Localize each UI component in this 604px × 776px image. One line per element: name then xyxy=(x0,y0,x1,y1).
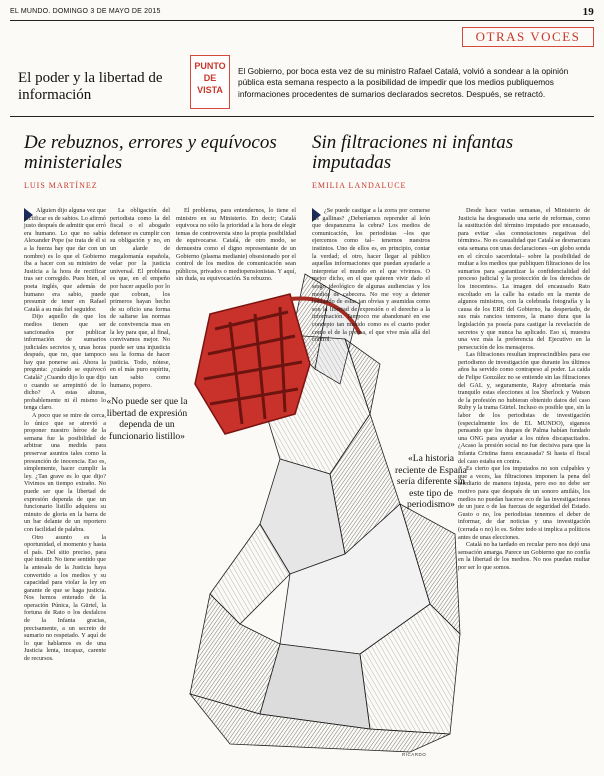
paragraph: Otro asunto es la oportunidad, el momento y hasta el país. Del sitio preciso, para qué insistir. No tiene sentido que la antesala de la Justicia haya convertido a los medios y su capacidad para violar la ley en garante de que se haga justicia. Nos hemos enterado de la operación Púnica, la Gürtel, la fortuna de Rato o los desfalcos de la Infanta gracias, precisamente, a un secreto de sumario no respetado. Y aquí de lo que hablamos es de una Justicia lenta, incapaz, carente de recursos. xyxy=(24,533,106,663)
right-article-pull-quote: «La historia reciente de España sería diferente sin este tipo de periodismo» xyxy=(395,453,467,510)
left-article-column-1 xyxy=(24,207,106,767)
paragraph: La obligación del periodista como la del fiscal o el abogado defensor es cumplir con su obligación y no, en un alarde de megalomanía española, velar por la justicia universal. El problema es que, en el empeño por hacer aquello por lo que cobran, los primeros hayan hecho de su oficio una forma de saltarse las normas de convivencia mas en la ley para que, al final, convivamos mejor. No puede ser una injusticia sea la forma de hacer justicia. Todo, nótese, en el más puro espíritu, tan sabio como humano, popero. xyxy=(110,207,170,389)
right-article-column-2 xyxy=(458,207,590,767)
section-title: OTRAS VOCES xyxy=(462,27,594,47)
paragraph: Las filtraciones resultan imprescindibles para ese periodismo de investigación que durante los últimos años ha servido como contrapeso al poder. La caída de Felipe González no se entiende sin las filtraciones del GAL y, seguramente, Rajoy afrontaría más tranquilo estas elecciones si los Sherlock y Watson de la profesión no hubieran obtenido datos del caso Ruby y la trama Gürtel. Incluso es posible que, sin la labor de los periodistas de investigación (especialmente los de EL MUNDO), sigamos pensando que los duques de Palma habían fundado una ONG para ayudar a los niños discapacitados. ¿Acaso la presión social no fue decisiva para que la Infanta Cristina fuera encausada? Si hasta el fiscal del caso estaba en contra. xyxy=(458,351,590,465)
paragraph: Desde hace varias semanas, el Ministerio de Justicia ha desgranado una serie de reformas, como la sustitución del término imputado por encausado, para evitar «las connotaciones negativas del término». No es casualidad que Catalá se desmarcara esta semana con unas declaraciones –un globo sonda en el círculo sacerdotal– sobre la posibilidad de multar a los medios que publiquen filtraciones de los sumarios para «garantizar la confidencialidad del proceso judicial y la protección de los derechos de los inocentes». La imagen del encausado Rato escoltado en la calle ha estado en la mente de algunos ministros, con la celebrada fotografía y la causa de los ERE del Gobierno, ha despertado, de sus más rancios temores, la mano dura que la legislación ya poseía para castigar la revelación de secretos y que nunca ha aplicado. Eso sí, muestra una vez más la preferencia del Ejecutivo en la persecución de los mensajeros. xyxy=(458,207,590,351)
paragraph: ¿Se puede castigar a la zorra por comerse las gallinas? ¿Deberíamos reprender al león que despanzurra la cebra? Los medios de comunicación, los periodistas –los que ejercemos como tal– tenemos nuestros instintos. Uno de ellos es, en principio, contar la verdad; el otro, hacer llegar al público aquellas informaciones que puedan ayudarle a interpretar el mundo en el que vivimos. O mejor dicho, en el que quieren vivir dado el sesgo ideológico de algunas audiencias y los medios de cabecera. No me voy a detener hablando de estas tan obvias y asumidas como son la libertad de expresión o el derecho a la información. Tampoco me abandonaré en ese concepto tan manido como es el cuarto poder como el de la prensa, el que vive más allá del control. xyxy=(312,207,430,344)
left-article-pull-quote: «No puede ser que la libertad de expresión dependa de un funcionario listillo» xyxy=(106,396,188,442)
tag-line-2: DE xyxy=(203,73,217,83)
left-article-byline: LUIS MARTÍNEZ xyxy=(24,181,98,190)
paragraph: Catalá no ha tardado en recular pero nos dejó una sensación amarga. Parece un Gobierno que no confía en la libertad de los medios. No nos puedan multar por ser lo que somos. xyxy=(458,541,590,571)
section-rule xyxy=(10,116,594,117)
page-header xyxy=(10,6,594,20)
tag-line-3: VISTA xyxy=(197,85,223,95)
left-article-column-2 xyxy=(110,207,170,767)
paragraph: A poco que se mire de cerca, lo único que se atrevió a proponer nuestro héroe de la semana fue la posibilidad de arbitrar una medida para preservar asuntos tales como la presunción de inocencia. Eso es, simplemente, hacer cumplir la ley. ¿Tan grave es lo que dijo? Vivimos un tiempo extraño. No puede ser que la libertad de expresión dependa de que un funcionario listillo adquiera su minuto de gloria en la barra de un bar delante de un reportero con facilidad de palabra. xyxy=(24,412,106,533)
header-rule xyxy=(10,20,594,21)
paragraph: El problema, para entendernos, lo tiene el ministro en su Ministerio. En decir; Catalá equivoca no sólo la prioridad a la hora de elegir temas de controversia sino la propia posibilidad de equivocarse. Catalá, de otro modo, se demuestra como el digno representante de un Gobierno (plasma mediante) obsesionado por el control de los medios de comunicación sean públicos, privados o mediopensionistas. Y aquí, sin duda, su equivocación. Su rebuzno. xyxy=(176,207,296,283)
editorial-headline: El poder y la libertad de información xyxy=(18,70,163,103)
page-number: 19 xyxy=(582,6,594,18)
muzzled-origami-dog-illustration xyxy=(170,274,462,759)
punto-de-vista-tag xyxy=(190,55,230,109)
editorial-text: El Gobierno, por boca esta vez de su ministro Rafael Catalá, volvió a sondear a la opinión pública esta semana respecto a la posibilidad de impedir que los medios publiquemos informaciones procedentes de sumarios declarados secretos. Después, se retractó. xyxy=(238,66,569,99)
paragraph: Alguien dijo alguna vez que rectificar es de sabios. Lo afirmó justo después de admitir que erró era humano. Lo que no sabía Alexander Pope (se trata de él si a la fuerza hay que dar con un nombre) es lo que el Gobierno iba a hacer con su ministro de Justicia a la hora de rectificar tras ser corregido. Pues bien, el poeta inglés, que además de humano era sabio, puede presumir de tener en Rafael Catalá a su más fiel seguidor. xyxy=(24,207,106,313)
right-article-byline: EMILIA LANDALUCE xyxy=(312,181,407,190)
right-article-headline: Sin filtraciones ni infantas imputadas xyxy=(312,132,514,173)
publication-line: EL MUNDO. DOMINGO 3 DE MAYO DE 2015 xyxy=(10,8,161,15)
left-article-column-3 xyxy=(176,207,296,285)
right-article-column-1 xyxy=(312,207,430,344)
paragraph: Dijo aquello de que los medios tienen que ser sancionados por publicar información de sumarios judiciales secretos y, unas horas después, que no, que tampoco hay que ponerse así. Ahora la pregunta: ¿cuándo se equivocó Catalá? ¿Cuando dijo lo que dijo o cuando se arrepintió de lo dicho? A estas alturas, probablemente ni él mismo lo tenga claro. xyxy=(24,313,106,412)
illustration-credit: RICARDO xyxy=(402,752,427,757)
paragraph: Es cierto que los imputados no son culpables y que a veces, las filtraciones imponen la pena del telediario de manera injusta, pero eso no debe ser motivo para que después de un sonoro amiláis, los medios no puedan hacerse eco de las investigaciones de un juez o de las fuerzas de seguridad del Estado. Gusto o no, los periodistas tenemos el deber de informar, de dar noticias y una investigación (cerrada o no) lo es. Sobre todo si implica a políticos antes de unas elecciones. xyxy=(458,465,590,541)
left-article-headline: De rebuznos, errores y equívocos ministeriales xyxy=(24,132,277,173)
tag-line-1: PUNTO xyxy=(194,61,226,71)
